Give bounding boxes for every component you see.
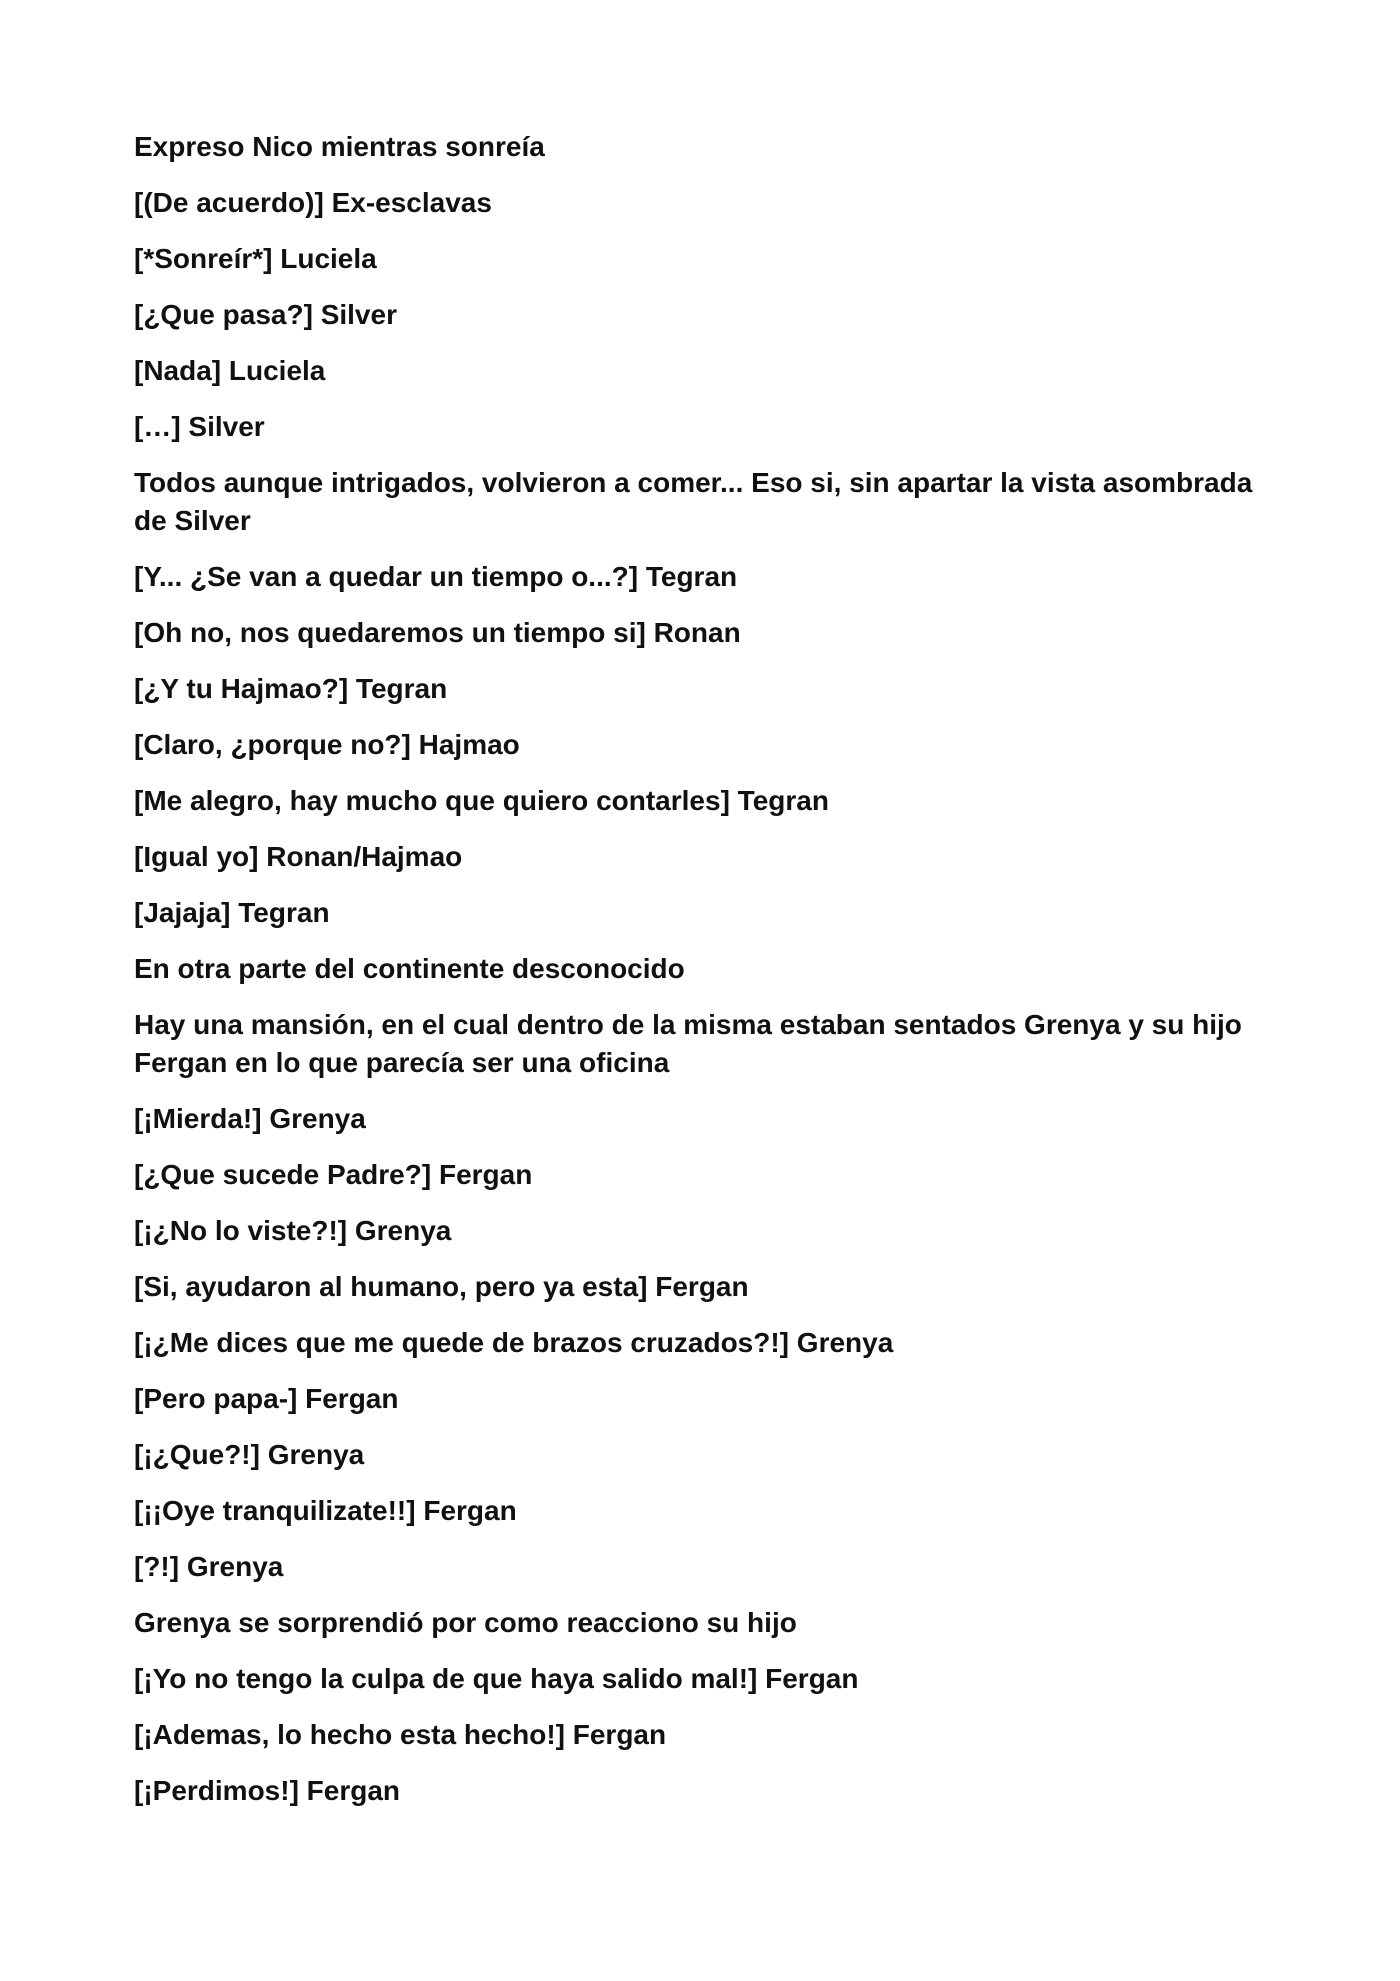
text-line: [¡¿Que?!] Grenya: [134, 1439, 365, 1470]
text-line: [?!] Grenya: [134, 1551, 284, 1582]
text-line: [¡¡Oye tranquilizate!!] Fergan: [134, 1495, 517, 1526]
text-line: [¡Perdimos!] Fergan: [134, 1775, 401, 1806]
text-line: Todos aunque intrigados, volvieron a comer... Eso si, sin apartar la vista asombrada de Silver: [134, 467, 1253, 536]
text-line: […] Silver: [134, 411, 265, 442]
text-line: Hay una mansión, en el cual dentro de la misma estaban sentados Grenya y su hijo Fergan en lo que parecía ser una oficina: [134, 1009, 1242, 1078]
text-line: [Jajaja] Tegran: [134, 897, 330, 928]
text-line: Grenya se sorprendió por como reacciono su hijo: [134, 1607, 797, 1638]
text-line: [Y... ¿Se van a quedar un tiempo o...?] Tegran: [134, 561, 738, 592]
text-line: En otra parte del continente desconocido: [134, 953, 685, 984]
text-line: [Me alegro, hay mucho que quiero contarles] Tegran: [134, 785, 829, 816]
text-line: [Si, ayudaron al humano, pero ya esta] Fergan: [134, 1271, 749, 1302]
text-line: [¡Yo no tengo la culpa de que haya salido mal!] Fergan: [134, 1663, 859, 1694]
text-line: [Pero papa-] Fergan: [134, 1383, 399, 1414]
text-line: [¡Mierda!] Grenya: [134, 1103, 366, 1134]
text-line: [¿Y tu Hajmao?] Tegran: [134, 673, 448, 704]
text-line: [Nada] Luciela: [134, 355, 326, 386]
text-line: [Claro, ¿porque no?] Hajmao: [134, 729, 520, 760]
text-line: [¡¿Me dices que me quede de brazos cruzados?!] Grenya: [134, 1327, 894, 1358]
text-line: [¡Ademas, lo hecho esta hecho!] Fergan: [134, 1719, 667, 1750]
text-line: [(De acuerdo)] Ex-esclavas: [134, 187, 492, 218]
text-line: [¿Que pasa?] Silver: [134, 299, 397, 330]
text-line: [Oh no, nos quedaremos un tiempo si] Ronan: [134, 617, 741, 648]
text-line: [*Sonreír*] Luciela: [134, 243, 377, 274]
text-line: Expreso Nico mientras sonreía: [134, 131, 545, 162]
text-line: [¡¿No lo viste?!] Grenya: [134, 1215, 452, 1246]
document-body: [134, 128, 1284, 1828]
text-line: [Igual yo] Ronan/Hajmao: [134, 841, 463, 872]
text-line: [¿Que sucede Padre?] Fergan: [134, 1159, 533, 1190]
